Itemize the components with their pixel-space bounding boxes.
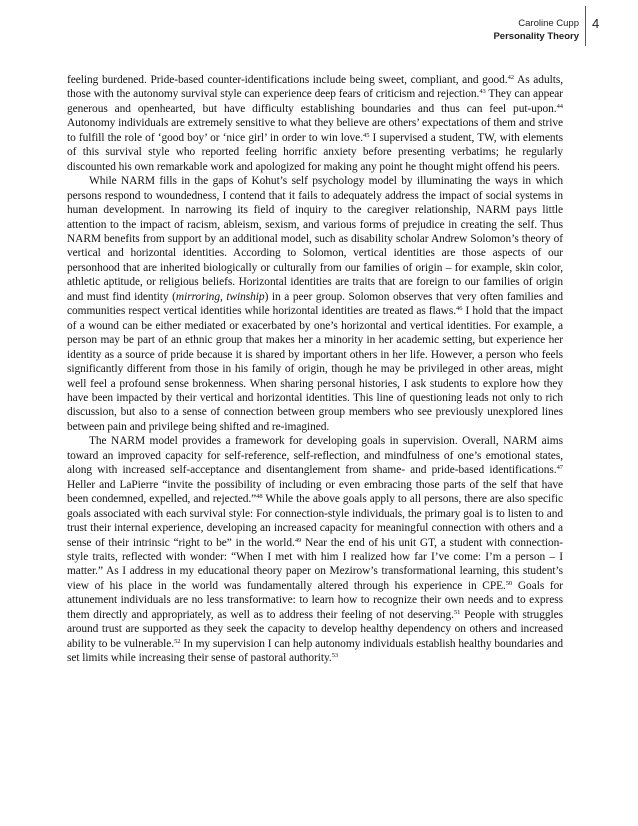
footnote-ref: 49: [294, 536, 302, 544]
text-run: As adults, those with the autonomy survival style can experience deep fears of criticism and rejection.: [67, 74, 563, 101]
running-header: [493, 6, 586, 46]
body-text: [67, 73, 563, 666]
text-run: They can appear generous and openhearted, but have difficulty establishing boundaries and thus can feel put-upon.: [67, 88, 563, 115]
italic-text: mirroring, twinship: [175, 290, 265, 303]
paragraph: [67, 174, 563, 434]
footnote-ref: 43: [479, 88, 486, 96]
text-run: ) in a peer group. Solomon observes that very often families and communities respect vertical identities while horizontal identities are treated as flaws.: [67, 290, 564, 318]
footnote-ref: 44: [556, 102, 563, 110]
text-run: While the above goals apply to all persons, there are also specific goals associated with each survival style: For connection-style individuals, the primary goal is to listen to and trust their internal experience, developing an increased capacity for meaningful connection with others and a sense of their intrinsic “right to be” in the world.: [67, 493, 563, 549]
paragraph: [67, 73, 563, 174]
paragraph: [67, 434, 563, 665]
header-title: Personality Theory: [493, 30, 579, 42]
footnote-ref: 42: [507, 74, 514, 81]
text-run: feeling burdened. Pride-based counter-identifications include being sweet, compliant, and good.: [67, 74, 508, 86]
text-run: I supervised a student, TW, with elements of this survival style who reported feeling horrific anxiety before presenting verbatims; he regularly discounted his own remarkable work and apologized for making any point he thought might offend his peers.: [67, 131, 563, 173]
footnote-ref: 52: [174, 637, 181, 645]
text-run: Heller and LaPierre “invite the possibility of including or even embracing those parts of the self that have been condemned, expelled, and rejected.”: [67, 478, 563, 506]
footnote-ref: 47: [556, 464, 563, 472]
header-author: Caroline Cupp: [518, 18, 579, 29]
footnote-ref: 50: [505, 579, 513, 587]
footnote-ref: 53: [331, 652, 339, 660]
footnote-ref: 46: [456, 305, 463, 313]
text-run: In my supervision I can help autonomy individuals establish healthy boundaries and set limits while increasing their sense of pastoral authority.: [67, 637, 563, 665]
text-run: While NARM fills in the gaps of Kohut’s self psychology model by illuminating the ways in which persons respond to woundedness, I contend that it fails to adequately address the impact of social systems in human development. In narrowing its field of inquiry to the caregiver relationship, NARM pays little attention to the impact of racism, ableism, sexism, and various forms of prejudice in creating the self. Thus NARM benefits from support by an additional model, such as disability scholar Andrew Solomon’s theory of vertical and horizontal identities. According to Solomon, vertical identities are those aspects of our personhood that are inherited biologically or culturally from our families of origin – for example, skin color, athletic aptitude, or religious beliefs. Horizontal identities are traits that are foreign to our families of origin and must find identity (: [67, 175, 563, 303]
footnote-ref: 48: [256, 493, 263, 501]
text-run: The NARM model provides a framework for developing goals in supervision. Overall, NARM aims toward an improved capacity for self-reference, self-reflection, and mindfulness of one’s emotional states, along with increased self-acceptance and disentanglement from shame- and pride-based identifications.: [67, 435, 563, 477]
text-run: Goals for attunement individuals are no less transformative: to learn how to recognize their own needs and to express them directly and appropriately, as well as to address their feeling of not deserving.: [67, 579, 563, 621]
text-run: Autonomy individuals are extremely sensitive to what they believe are others’ expectations of them and strive to fulfill the role of ‘good boy’ or ‘nice girl’ in order to win love.: [67, 117, 563, 144]
text-run: People with struggles around trust are supported as they seek the capacity to develop healthy dependency on others and increased ability to be vulnerable.: [67, 608, 563, 650]
footnote-ref: 45: [363, 131, 370, 139]
footnote-ref: 51: [453, 608, 461, 616]
text-run: Near the end of his unit GT, a student with connection-style traits, reflected with wonder: “When I met with him I realized how far I’ve come: I’m a person – I matter.” As I address in my educational theory paper on Mezirow’s transformational learning, this student’s view of his place in the world was fundamentally altered through his experience in CPE.: [67, 536, 563, 592]
text-run: I hold that the impact of a wound can be either mediated or exacerbated by one’s horizontal and vertical identities. For example, a person may be part of an ethnic group that makes her a minority in her academic setting, but experience her identity as a source of pride because it is shared by important others in her life. However, a person who feels significantly different from those in his family of origin, though he may be privileged in other areas, might well feel a profound sense brokenness. When sharing personal histories, I ask students to explore how they have been impacted by their vertical and horizontal identities. This line of questioning leads not only to rich discussion, but also to a sense of connection between group members who see previously unexplored lines between pain and privilege being shifted and re-imagined.: [67, 305, 563, 433]
page-number: 4: [592, 16, 600, 31]
